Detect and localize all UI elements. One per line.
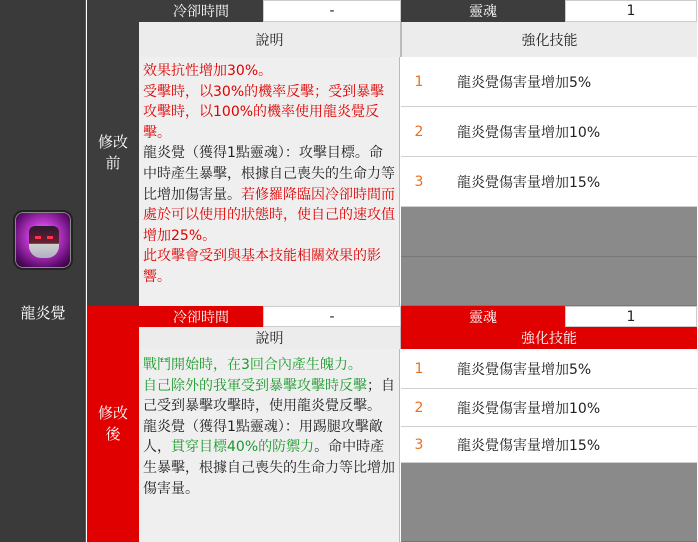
before-desc-seg-4: 此攻擊會受到與基本技能相關效果的影響。 xyxy=(143,248,381,285)
after-enh-row xyxy=(401,389,697,427)
before-enh-empty-row xyxy=(401,257,697,306)
skill-portrait-icon xyxy=(13,210,73,270)
after-desc-line: 貫穿目標40%的防禦力 xyxy=(171,439,315,456)
after-cooldown-value: - xyxy=(263,306,401,327)
after-enh-row xyxy=(401,349,697,389)
enh-text: 龍炎覺傷害量增加5% xyxy=(457,361,592,378)
enh-number: 3 xyxy=(414,436,424,453)
after-soul-label: 靈魂 xyxy=(401,306,565,327)
before-enh-row xyxy=(401,157,697,207)
before-enh-header: 強化技能 xyxy=(401,22,697,57)
enh-number: 2 xyxy=(414,399,424,416)
after-description xyxy=(139,349,400,542)
after-desc-header: 說明 xyxy=(139,327,401,349)
skill-name: 龍炎覺 xyxy=(20,304,66,322)
enh-number: 3 xyxy=(414,173,424,190)
after-soul-value: 1 xyxy=(565,306,697,327)
before-label-text: 修改前 xyxy=(97,133,128,172)
before-soul-label: 靈魂 xyxy=(401,0,565,22)
before-description xyxy=(139,57,400,306)
before-desc-seg-0: 效果抗性增加30%。 xyxy=(143,63,273,79)
after-desc-line: ；自己受到暴擊攻擊時，使用龍炎覺反擊。 xyxy=(143,377,395,415)
before-desc-seg-3: 若修羅降臨因冷卻時間而處於可以使用的狀態時，使自己的速攻值增加25%。 xyxy=(143,186,395,244)
before-desc-seg-1: 受擊時，以30%的機率反擊；受到暴擊攻擊時，以100%的機率使用龍炎覺反擊。 xyxy=(143,83,385,141)
after-desc-line: 龍炎覺（獲得1點靈魂）：用踢腿攻擊敵人， xyxy=(143,418,383,456)
before-cooldown-value: - xyxy=(263,0,401,22)
after-cooldown-label: 冷卻時間 xyxy=(139,306,263,327)
before-soul-value: 1 xyxy=(565,0,697,22)
skill-column xyxy=(0,0,86,542)
before-cooldown-label: 冷卻時間 xyxy=(139,0,263,22)
after-enh-row xyxy=(401,427,697,463)
after-desc-line: 自己除外的我軍受到暴擊攻擊時反擊 xyxy=(143,377,367,394)
before-desc-seg-2: 龍炎覺（獲得1點靈魂）：攻擊目標。命中時產生暴擊，根據自己喪失的生命力等比增加傷害量。 xyxy=(143,145,395,203)
before-enh-row xyxy=(401,107,697,157)
after-label xyxy=(87,306,139,542)
enh-number: 1 xyxy=(414,73,424,90)
before-enh-row xyxy=(401,57,697,107)
after-desc-line: 。命中時產生暴擊，根據自己喪失的生命力等比增加傷害量。 xyxy=(143,439,395,497)
enh-number: 2 xyxy=(414,123,424,140)
enh-text: 龍炎覺傷害量增加10% xyxy=(457,124,601,141)
after-enh-empty-area xyxy=(401,463,697,542)
after-label-text: 修改後 xyxy=(97,404,128,443)
enh-text: 龍炎覺傷害量增加15% xyxy=(457,174,601,191)
before-enh-empty-row xyxy=(401,207,697,257)
enh-text: 龍炎覺傷害量增加10% xyxy=(457,400,601,417)
after-desc-line: 戰鬥開始時，在3回合內產生魄力。 xyxy=(143,357,362,373)
enh-text: 龍炎覺傷害量增加15% xyxy=(457,437,601,454)
after-enh-header: 強化技能 xyxy=(401,327,697,349)
enh-text: 龍炎覺傷害量增加5% xyxy=(457,74,592,91)
before-label xyxy=(87,0,139,306)
enh-number: 1 xyxy=(414,360,424,377)
before-desc-header: 說明 xyxy=(139,22,401,57)
